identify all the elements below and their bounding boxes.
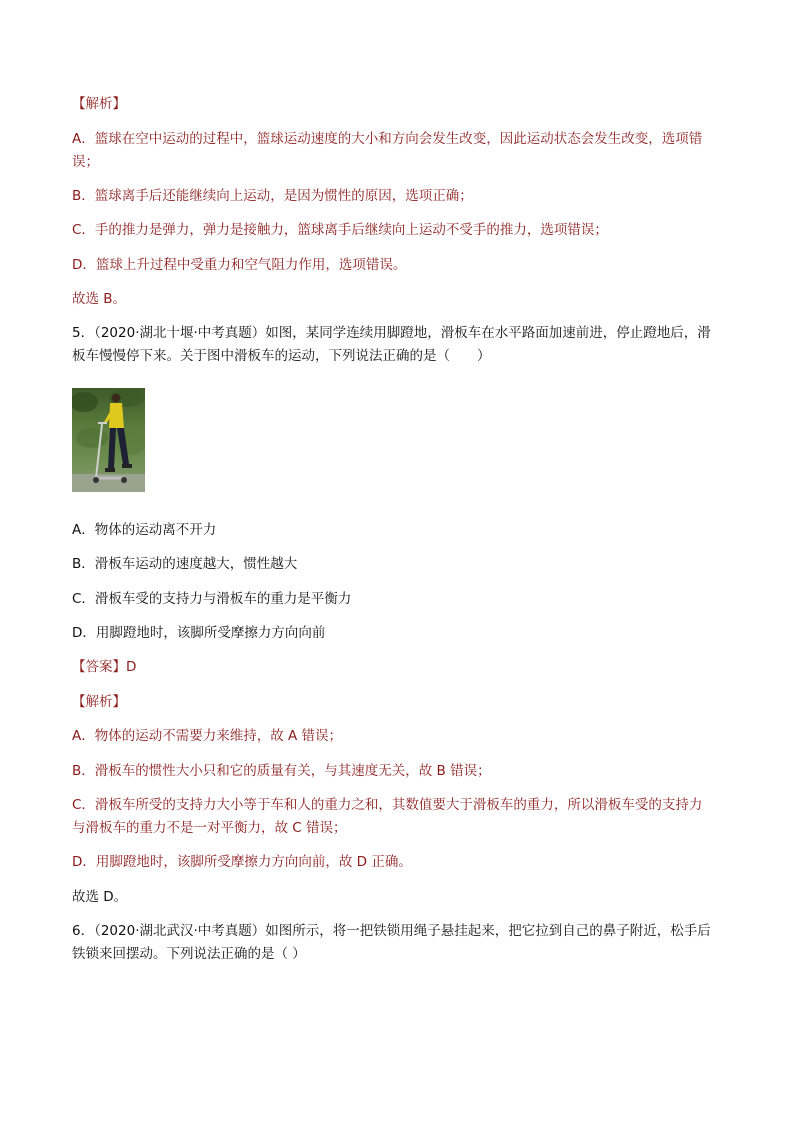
question-5-option-d: D．用脚蹬地时，该脚所受摩擦力方向向前 [72,625,326,641]
question-5-conclusion: 故选 D。 [72,889,128,905]
question-5-option-c: C．滑板车受的支持力与滑板车的重力是平衡力 [72,591,352,607]
question-5-answer: 【答案】D [72,659,137,675]
analysis-a-line2: 误； [72,154,99,170]
analysis-label: 【解析】 [72,96,126,112]
question-5-stem-line1: 5．（2020·湖北十堰·中考真题）如图，某同学连续用脚蹬地，滑板车在水平路面加速前进，停止蹬地后，滑 [72,325,711,341]
question-5-analysis-label: 【解析】 [72,694,126,710]
question-5-stem-line2: 板车慢慢停下来。关于图中滑板车的运动，下列说法正确的是（ ） [72,348,491,364]
analysis-c: C．手的推力是弹力，弹力是接触力，篮球离手后继续向上运动不受手的推力，选项错误； [72,222,608,238]
question-5-analysis-a: A．物体的运动不需要力来维持，故 A 错误； [72,728,343,744]
scooter-photo [72,388,145,492]
question-5-analysis-c-line2: 与滑板车的重力不是一对平衡力，故 C 错误； [72,820,347,836]
analysis-b: B．篮球离手后还能继续向上运动，是因为惯性的原因，选项正确； [72,188,473,204]
question-5-option-b: B．滑板车运动的速度越大，惯性越大 [72,556,298,572]
question-6-stem-line2: 铁锁来回摆动。下列说法正确的是（ ） [72,946,306,962]
analysis-a-line1: A．篮球在空中运动的过程中，篮球运动速度的大小和方向会发生改变，因此运动状态会发生改变，选项错 [72,131,703,147]
question-5-analysis-d: D．用脚蹬地时，该脚所受摩擦力方向向前，故 D 正确。 [72,854,412,870]
question-5-analysis-b: B．滑板车的惯性大小只和它的质量有关，与其速度无关，故 B 错误； [72,763,491,779]
question-5-option-a: A．物体的运动离不开力 [72,522,217,538]
analysis-d: D．篮球上升过程中受重力和空气阻力作用，选项错误。 [72,257,407,273]
question-6-stem-line1: 6．（2020·湖北武汉·中考真题）如图所示，将一把铁锁用绳子悬挂起来，把它拉到自己的鼻子附近，松手后 [72,923,711,939]
question-5-analysis-c-line1: C．滑板车所受的支持力大小等于车和人的重力之和，其数值要大于滑板车的重力，所以滑板车受的支持力 [72,797,703,813]
analysis-conclusion: 故选 B。 [72,291,127,307]
